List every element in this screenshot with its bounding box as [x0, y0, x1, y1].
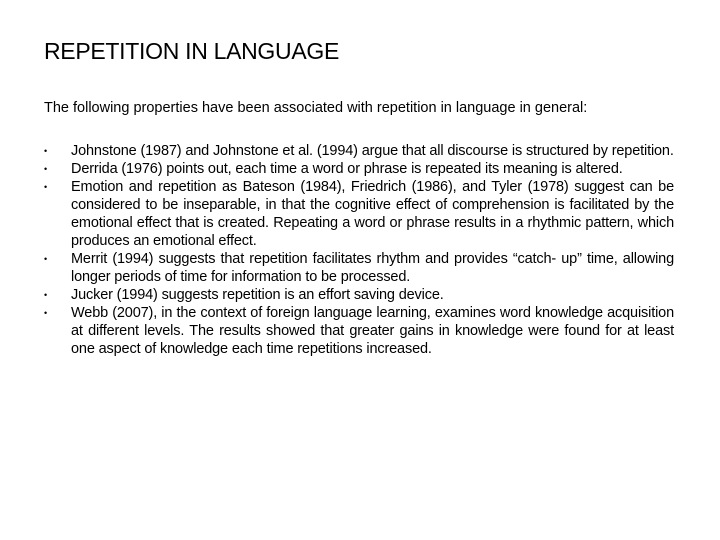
bullet-item-6	[44, 304, 674, 358]
intro-text: The following properties have been associated with repetition in language in general:	[44, 100, 588, 116]
bullet-item-3	[44, 178, 674, 250]
bullet-list	[44, 142, 674, 358]
bullet-text: Merrit (1994) suggests that repetition facilitates rhythm and provides “catch- up” time, allowing longer periods of time for information to be processed.	[71, 251, 674, 285]
bullet-icon: •	[44, 164, 48, 174]
bullet-icon: •	[44, 182, 48, 192]
bullet-text: Webb (2007), in the context of foreign language learning, examines word knowledge acquisition at different levels. The results showed that greater gains in knowledge were found for at least one aspect of knowledge each time repetitions increased.	[71, 305, 674, 357]
bullet-item-4	[44, 250, 674, 286]
bullet-item-1	[44, 142, 674, 160]
bullet-icon: •	[44, 290, 48, 300]
bullet-item-2	[44, 160, 674, 178]
bullet-icon: •	[44, 146, 48, 156]
bullet-icon: •	[44, 254, 48, 264]
bullet-icon: •	[44, 308, 48, 318]
bullet-text: Johnstone (1987) and Johnstone et al. (1994) argue that all discourse is structured by repetition.	[71, 143, 674, 159]
bullet-item-5	[44, 286, 674, 304]
bullet-text: Emotion and repetition as Bateson (1984), Friedrich (1986), and Tyler (1978) suggest can be considered to be inseparable, in that the cognitive effect of comprehension is facilitated by the emotional effect that is created. Repeating a word or phrase results in a rhythmic pattern, which produces an emotional effect.	[71, 179, 674, 249]
bullet-text: Jucker (1994) suggests repetition is an effort saving device.	[71, 287, 444, 303]
slide-title: REPETITION IN LANGUAGE	[44, 38, 340, 64]
bullet-text: Derrida (1976) points out, each time a word or phrase is repeated its meaning is altered.	[71, 161, 623, 177]
